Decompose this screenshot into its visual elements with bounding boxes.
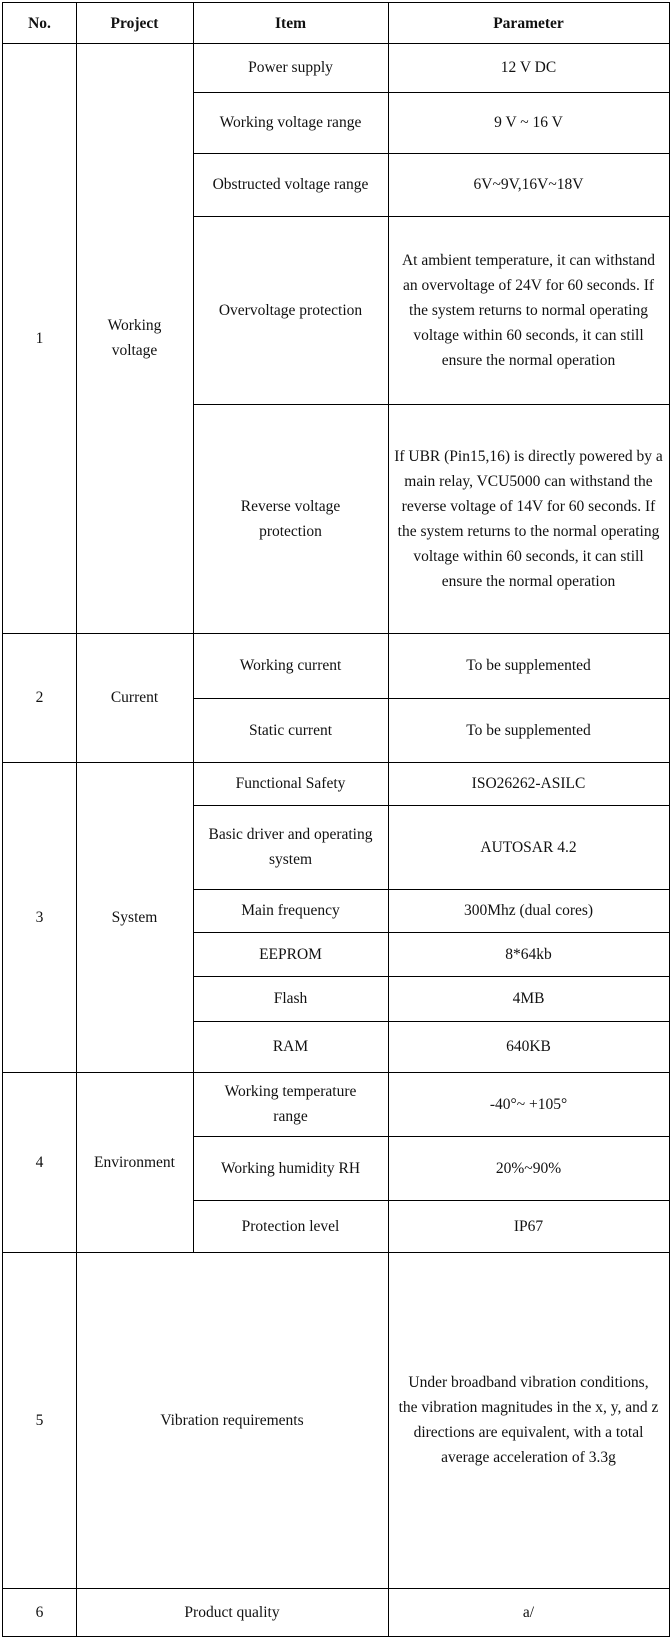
param-static-current: To be supplemented bbox=[466, 721, 591, 739]
rule-row-1-bottom bbox=[2, 633, 670, 634]
rule-header-bottom bbox=[2, 43, 670, 44]
item-basic-driver-os: Basic driver and operating system bbox=[208, 826, 373, 868]
header-parameter: Parameter bbox=[493, 14, 564, 32]
item-obstructed-voltage-range: Obstructed voltage range bbox=[212, 176, 369, 193]
rule-col-item bbox=[388, 2, 389, 1637]
rule bbox=[193, 1200, 670, 1201]
rule bbox=[193, 889, 670, 890]
rule bbox=[193, 976, 670, 977]
rule-left bbox=[2, 2, 3, 1637]
rule bbox=[193, 1136, 670, 1137]
rule bbox=[193, 404, 670, 405]
item-ram: RAM bbox=[272, 1038, 309, 1055]
param-functional-safety: ISO26262-ASILC bbox=[471, 775, 586, 792]
row-1-project: Working voltage bbox=[107, 317, 162, 359]
item-static-current: Static current bbox=[248, 721, 333, 739]
item-working-humidity: Working humidity RH bbox=[220, 1159, 361, 1177]
item-protection-level: Protection level bbox=[241, 1217, 340, 1235]
header-project: Project bbox=[110, 14, 159, 32]
param-working-current: To be supplemented bbox=[466, 657, 591, 674]
row-4-no: 4 bbox=[35, 1153, 44, 1171]
row-4-project: Environment bbox=[94, 1153, 175, 1171]
rule bbox=[193, 932, 670, 933]
row-2-no: 2 bbox=[35, 689, 44, 706]
rule bbox=[193, 92, 670, 93]
rule-bottom bbox=[2, 1636, 670, 1637]
rule bbox=[193, 805, 670, 806]
row-2-project: Current bbox=[110, 689, 159, 706]
param-reverse-voltage-protection: If UBR (Pin15,16) is directly powered by a main relay, VCU5000 can withstand the reverse voltage of 14V for 60 seconds. If the system returns to the normal operating voltage within 60 seconds, it can still ensure the normal operation bbox=[394, 447, 663, 590]
item-vibration-requirements: Vibration requirements bbox=[160, 1411, 304, 1429]
item-flash: Flash bbox=[273, 990, 308, 1007]
rule-row-2-bottom bbox=[2, 762, 670, 763]
row-1-no: 1 bbox=[35, 329, 44, 347]
item-working-temperature-range: Working temperature range bbox=[224, 1083, 357, 1125]
param-basic-driver-os: AUTOSAR 4.2 bbox=[480, 838, 577, 856]
param-overvoltage-protection: At ambient temperature, it can withstand an overvoltage of 24V for 60 seconds. If the system returns to normal operating voltage within 60 seconds, it can still ensure the normal operation bbox=[401, 251, 656, 369]
item-reverse-voltage-protection: Reverse voltage protection bbox=[240, 497, 341, 540]
param-product-quality: a/ bbox=[522, 1603, 535, 1621]
param-working-humidity: 20%~90% bbox=[495, 1159, 562, 1177]
rule-row-4-bottom bbox=[2, 1252, 670, 1253]
rule bbox=[193, 1021, 670, 1022]
rule-row-3-bottom bbox=[2, 1072, 670, 1073]
rule bbox=[193, 153, 670, 154]
item-eeprom: EEPROM bbox=[259, 945, 322, 963]
rule bbox=[193, 216, 670, 217]
param-working-temperature-range: -40°~ +105° bbox=[489, 1095, 568, 1113]
item-working-current: Working current bbox=[239, 657, 342, 674]
header-item: Item bbox=[275, 14, 306, 32]
row-5-no: 5 bbox=[35, 1411, 44, 1429]
param-protection-level: IP67 bbox=[513, 1217, 544, 1235]
item-product-quality: Product quality bbox=[184, 1603, 280, 1621]
rule-col-project bbox=[193, 2, 194, 1253]
param-power-supply: 12 V DC bbox=[500, 59, 557, 76]
param-eeprom: 8*64kb bbox=[505, 945, 552, 963]
item-working-voltage-range: Working voltage range bbox=[219, 114, 362, 131]
rule-col-no bbox=[76, 2, 77, 1637]
item-overvoltage-protection: Overvoltage protection bbox=[218, 301, 363, 319]
param-main-frequency: 300Mhz (dual cores) bbox=[463, 902, 594, 919]
row-3-no: 3 bbox=[35, 908, 44, 926]
rule-top bbox=[2, 2, 670, 3]
param-ram: 640KB bbox=[506, 1038, 551, 1055]
param-working-voltage-range: 9 V ~ 16 V bbox=[494, 114, 563, 131]
item-main-frequency: Main frequency bbox=[241, 902, 340, 919]
rule bbox=[193, 698, 670, 699]
item-functional-safety: Functional Safety bbox=[235, 775, 346, 792]
row-6-no: 6 bbox=[35, 1603, 44, 1621]
rule-row-5-bottom bbox=[2, 1588, 670, 1589]
item-power-supply: Power supply bbox=[248, 59, 333, 76]
header-no: No. bbox=[28, 14, 51, 32]
param-vibration-requirements: Under broadband vibration conditions, the vibration magnitudes in the x, y, and z directions are equivalent, with a total average acceleration of 3.3g bbox=[398, 1374, 659, 1466]
param-flash: 4MB bbox=[512, 990, 545, 1007]
row-3-project: System bbox=[111, 908, 158, 926]
param-obstructed-voltage-range: 6V~9V,16V~18V bbox=[473, 176, 584, 193]
rule-right bbox=[669, 2, 670, 1637]
